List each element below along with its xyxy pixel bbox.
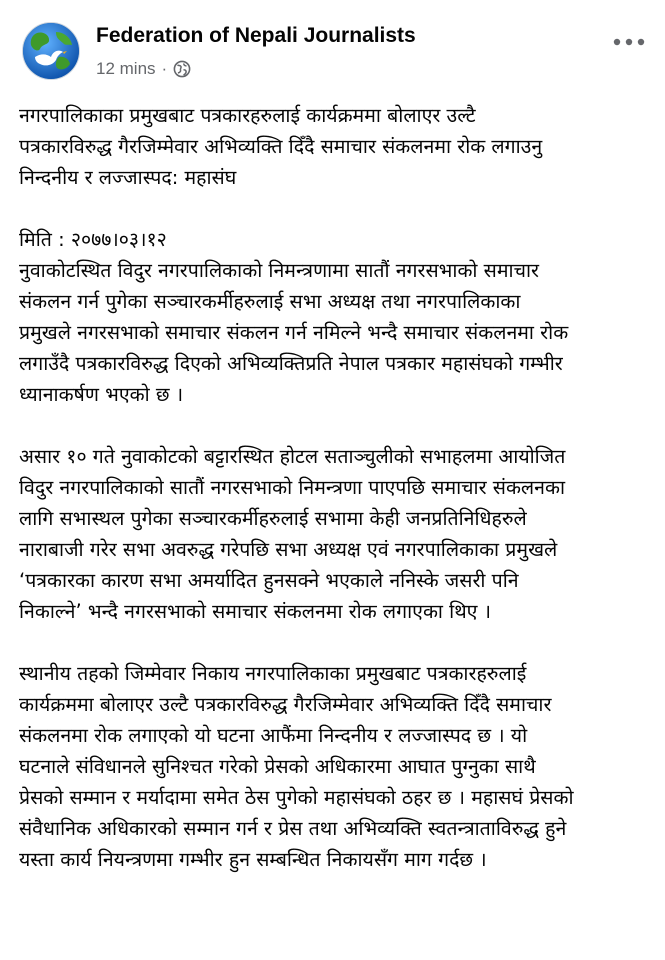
headline-line: पत्रकारविरुद्ध गैरजिम्मेवार अभिव्यक्ति दिँदै समाचार संकलनमा रोक लगाउनु <box>19 135 543 158</box>
paragraph-gap <box>19 410 651 441</box>
paragraph-2-line: ‘पत्रकारका कारण सभा अमर्यादित हुनसक्ने भएकाले ननिस्के जसरी पनि <box>19 569 519 592</box>
date-line: मिति : २०७७।०३।१२ <box>19 228 167 251</box>
paragraph-3-line: संकलनमा रोक लगाएको यो घटना आफैंमा निन्दनीय र लज्जास्पद छ । यो <box>19 724 528 747</box>
page-name-link[interactable]: Federation of Nepali Journalists <box>96 24 416 47</box>
post-timestamp[interactable]: 12 mins <box>96 59 156 78</box>
headline-line: नगरपालिकाका प्रमुखबाट पत्रकारहरुलाई कार्यक्रममा बोलाएर उल्टै <box>19 104 476 127</box>
more-options-icon[interactable] <box>612 34 646 50</box>
paragraph-1-line: लगाउँदै पत्रकारविरुद्ध दिएको अभिव्यक्तिप्रति नेपाल पत्रकार महासंघको गम्भीर <box>19 352 563 375</box>
paragraph-2-line: असार १० गते नुवाकोटको बट्टारस्थित होटल सताञ्चुलीको सभाहलमा आयोजित <box>19 445 566 468</box>
paragraph-1-line: संकलन गर्न पुगेका सञ्चारकर्मीहरुलाई सभा अध्यक्ष तथा नगरपालिकाका <box>19 290 521 313</box>
page-avatar[interactable] <box>22 22 80 80</box>
paragraph-3-line: घटनाले संविधानले सुनिश्चत गरेको प्रेसको अधिकारमा आघात पुग्नुका साथै <box>19 755 536 778</box>
post-header <box>0 0 665 96</box>
paragraph-gap <box>19 193 651 224</box>
paragraph-3-line: प्रेसको सम्मान र मर्यादामा समेत ठेस पुगेको महासंघको ठहर छ । महासघं प्रेसको <box>19 786 574 809</box>
paragraph-3-line: कार्यक्रममा बोलाएर उल्टै पत्रकारविरुद्ध गैरजिम्मेवार अभिव्यक्ति दिँदै समाचार <box>19 693 552 716</box>
paragraph-3-line: यस्ता कार्य नियन्त्रणमा गम्भीर हुन सम्बन्धित निकायसँग माग गर्दछ । <box>19 848 487 871</box>
paragraph-1-line: नुवाकोटस्थित विदुर नगरपालिकाको निमन्त्रणामा सातौं नगरसभाको समाचार <box>19 259 539 282</box>
globe-icon[interactable] <box>173 60 191 78</box>
post-body <box>19 100 651 875</box>
headline-line: निन्दनीय र लज्जास्पद: महासंघ <box>19 166 237 189</box>
paragraph-3-line: स्थानीय तहको जिम्मेवार निकाय नगरपालिकाका प्रमुखबाट पत्रकारहरुलाई <box>19 662 527 685</box>
paragraph-2-line: नाराबाजी गरेर सभा अवरुद्ध गरेपछि सभा अध्यक्ष एवं नगरपालिकाका प्रमुखले <box>19 538 558 561</box>
globe-dove-logo-icon <box>23 23 79 79</box>
paragraph-2-line: निकाल्ने’ भन्दै नगरसभाको समाचार संकलनमा रोक लगाएका थिए । <box>19 600 492 623</box>
paragraph-2-line: विदुर नगरपालिकाको सातौं नगरसभाको निमन्त्रणा पाएपछि समाचार संकलनका <box>19 476 566 499</box>
paragraph-3-line: संवैधानिक अधिकारको सम्मान गर्न र प्रेस तथा अभिव्यक्ति स्वतन्त्राताविरुद्ध हुने <box>19 817 567 840</box>
paragraph-2-line: लागि सभास्थल पुगेका सञ्चारकर्मीहरुलाई सभामा केही जनप्रतिनिधिहरुले <box>19 507 527 530</box>
paragraph-1-line: प्रमुखले नगरसभाको समाचार संकलन गर्न नमिल्ने भन्दै समाचार संकलनमा रोक <box>19 321 569 344</box>
paragraph-gap <box>19 627 651 658</box>
post-meta <box>96 58 191 80</box>
meta-separator: · <box>161 59 168 78</box>
paragraph-1-line: ध्यानाकर्षण भएको छ । <box>19 383 184 406</box>
